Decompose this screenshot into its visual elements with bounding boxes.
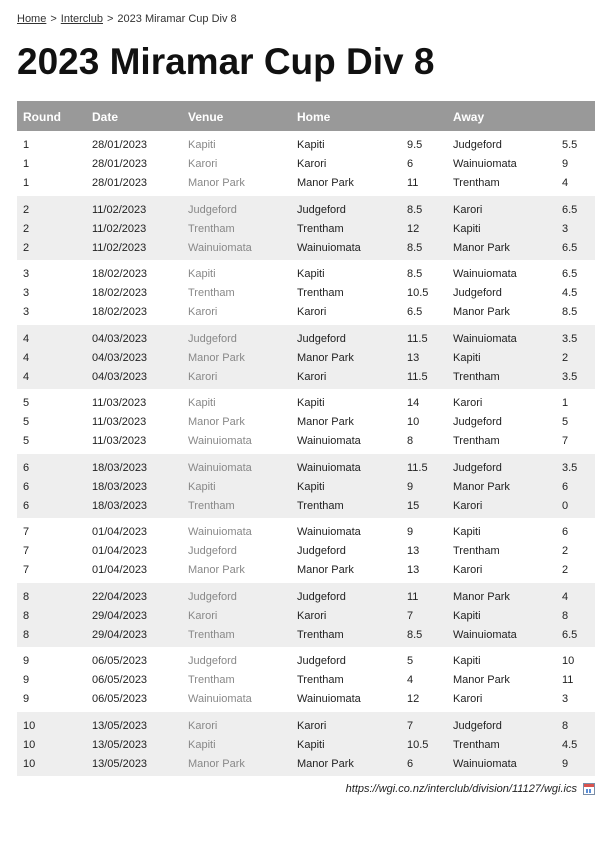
game-venue: Judgeford: [188, 203, 237, 216]
game-home-score: 8.5: [407, 628, 423, 641]
game-home-team: Wainuiomata: [297, 693, 361, 705]
game-date: 29/04/2023: [92, 609, 148, 622]
game-away-team: Kapiti: [453, 222, 481, 235]
game-away-score: 7: [562, 435, 569, 447]
table-row: [17, 368, 595, 387]
game-home-team: Wainuiomata: [297, 435, 361, 447]
game-venue: Kapiti: [188, 268, 216, 280]
breadcrumb-separator: >: [50, 13, 57, 25]
game-away-score: 6.5: [562, 203, 578, 216]
game-venue: Wainuiomata: [188, 693, 252, 705]
table-row: [17, 413, 595, 432]
game-away-team: Judgeford: [453, 719, 502, 732]
table-row: [17, 717, 595, 736]
round-group: [17, 518, 595, 583]
game-venue: Karori: [188, 609, 218, 622]
game-home-team: Manor Park: [297, 177, 354, 189]
game-away-score: 8.5: [562, 306, 578, 318]
game-venue: Kapiti: [188, 139, 216, 151]
header-away: Away: [453, 110, 485, 124]
game-home-score: 8.5: [407, 203, 423, 216]
game-venue: Trentham: [188, 222, 235, 235]
table-row: [17, 201, 595, 220]
round-group: [17, 712, 595, 777]
game-home-score: 4: [407, 674, 414, 686]
game-away-score: 5.5: [562, 139, 578, 151]
table-row: [17, 736, 595, 755]
game-away-score: 3.5: [562, 332, 578, 345]
game-venue: Karori: [188, 370, 218, 383]
game-date: 18/03/2023: [92, 499, 148, 512]
game-away-score: 4.5: [562, 738, 578, 751]
game-away-team: Manor Park: [453, 674, 510, 686]
game-date: 11/03/2023: [92, 397, 147, 409]
game-venue: Karori: [188, 306, 218, 318]
game-date: 13/05/2023: [92, 757, 148, 770]
game-venue: Kapiti: [188, 738, 216, 751]
game-home-score: 13: [407, 351, 420, 364]
game-home-score: 11: [407, 590, 419, 603]
game-home-score: 10.5: [407, 287, 429, 299]
game-home-score: 7: [407, 719, 414, 732]
breadcrumb-home-link[interactable]: Home: [17, 13, 47, 25]
game-venue: Judgeford: [188, 590, 237, 603]
game-away-score: 6.5: [562, 628, 578, 641]
game-home-team: Kapiti: [297, 738, 325, 751]
table-row: [17, 220, 595, 239]
game-home-score: 9.5: [407, 139, 423, 151]
game-away-score: 9: [562, 757, 569, 770]
game-away-team: Karori: [453, 499, 483, 512]
game-home-score: 13: [407, 564, 420, 576]
round-group: [17, 454, 595, 519]
game-away-score: 6: [562, 480, 569, 493]
game-date: 18/02/2023: [92, 268, 148, 280]
game-home-team: Karori: [297, 609, 327, 622]
game-round: 1: [23, 158, 30, 170]
game-round: 1: [23, 177, 30, 189]
game-date: 01/04/2023: [92, 526, 148, 538]
table-row: [17, 265, 595, 284]
game-date: 22/04/2023: [92, 590, 148, 603]
game-date: 18/03/2023: [92, 480, 148, 493]
game-venue: Judgeford: [188, 332, 237, 345]
game-home-team: Manor Park: [297, 757, 354, 770]
game-away-team: Judgeford: [453, 287, 502, 299]
game-date: 01/04/2023: [92, 545, 148, 557]
game-home-score: 5: [407, 655, 414, 667]
game-venue: Trentham: [188, 674, 235, 686]
game-date: 11/02/2023: [92, 222, 147, 235]
game-away-team: Trentham: [453, 177, 500, 189]
game-home-score: 6: [407, 158, 414, 170]
page-title: 2023 Miramar Cup Div 8: [17, 41, 435, 82]
game-date: 13/05/2023: [92, 738, 148, 751]
game-round: 3: [23, 306, 30, 318]
game-home-score: 11.5: [407, 332, 428, 345]
game-away-score: 8: [562, 719, 569, 732]
game-home-team: Karori: [297, 719, 327, 732]
game-away-score: 10: [562, 655, 575, 667]
round-group: [17, 647, 595, 712]
table-row: [17, 755, 595, 774]
game-venue: Judgeford: [188, 655, 237, 667]
game-away-team: Karori: [453, 397, 483, 409]
game-home-team: Trentham: [297, 628, 344, 641]
table-row: [17, 349, 595, 368]
breadcrumb-interclub-link[interactable]: Interclub: [60, 13, 103, 25]
game-venue: Wainuiomata: [188, 241, 252, 254]
game-venue: Manor Park: [188, 564, 245, 576]
game-home-team: Wainuiomata: [297, 526, 361, 538]
game-date: 01/04/2023: [92, 564, 148, 576]
table-row: [17, 588, 595, 607]
game-round: 6: [23, 499, 30, 512]
table-row: [17, 542, 595, 561]
game-home-score: 11.5: [407, 370, 428, 383]
table-row: [17, 155, 595, 174]
table-row: [17, 174, 595, 193]
game-venue: Judgeford: [188, 545, 237, 557]
game-home-team: Karori: [297, 306, 327, 318]
game-away-score: 6.5: [562, 241, 578, 254]
game-round: 7: [23, 564, 30, 576]
game-away-score: 3.5: [562, 461, 578, 474]
game-away-team: Kapiti: [453, 351, 481, 364]
game-away-score: 0: [562, 499, 569, 512]
game-away-score: 6.5: [562, 268, 578, 280]
game-round: 8: [23, 590, 30, 603]
game-round: 1: [23, 139, 30, 151]
game-away-team: Judgeford: [453, 139, 502, 151]
game-date: 11/02/2023: [92, 203, 147, 216]
game-home-team: Kapiti: [297, 397, 325, 409]
game-round: 3: [23, 268, 30, 280]
header-date: Date: [92, 110, 119, 124]
game-venue: Manor Park: [188, 177, 245, 189]
game-date: 18/03/2023: [92, 461, 148, 474]
game-date: 13/05/2023: [92, 719, 148, 732]
game-away-team: Judgeford: [453, 461, 502, 474]
game-away-score: 4.5: [562, 287, 578, 299]
game-away-team: Karori: [453, 564, 483, 576]
ics-url[interactable]: https://wgi.co.nz/interclub/division/11127/wgi.ics: [345, 783, 577, 795]
game-away-team: Manor Park: [453, 306, 510, 318]
game-home-score: 9: [407, 480, 414, 493]
game-venue: Manor Park: [188, 351, 245, 364]
game-away-score: 5: [562, 416, 569, 428]
game-home-team: Kapiti: [297, 480, 325, 493]
game-round: 5: [23, 435, 30, 447]
game-home-score: 11: [407, 177, 419, 189]
game-round: 7: [23, 545, 30, 557]
game-date: 28/01/2023: [92, 158, 148, 170]
game-home-team: Kapiti: [297, 268, 325, 280]
game-date: 11/02/2023: [92, 241, 147, 254]
game-venue: Trentham: [188, 499, 235, 512]
game-away-score: 4: [562, 177, 569, 189]
table-body: [17, 131, 595, 776]
game-date: 06/05/2023: [92, 674, 148, 686]
game-date: 28/01/2023: [92, 177, 148, 189]
game-venue: Manor Park: [188, 416, 245, 428]
game-venue: Karori: [188, 158, 218, 170]
table-row: [17, 561, 595, 580]
game-home-score: 7: [407, 609, 414, 622]
game-away-score: 1: [562, 397, 569, 409]
game-home-score: 8.5: [407, 268, 423, 280]
game-venue: Trentham: [188, 628, 235, 641]
game-round: 2: [23, 222, 30, 235]
game-away-team: Kapiti: [453, 526, 481, 538]
game-away-team: Kapiti: [453, 655, 481, 667]
round-group: [17, 583, 595, 648]
table-header: [17, 101, 595, 131]
game-away-team: Karori: [453, 693, 483, 705]
table-row: [17, 652, 595, 671]
game-away-score: 2: [562, 351, 569, 364]
game-round: 6: [23, 480, 30, 493]
game-round: 5: [23, 397, 30, 409]
game-away-team: Trentham: [453, 738, 500, 751]
game-round: 7: [23, 526, 30, 538]
game-home-score: 6: [407, 757, 414, 770]
game-away-team: Wainuiomata: [453, 332, 517, 345]
table-row: [17, 239, 595, 258]
game-home-score: 11.5: [407, 461, 428, 474]
round-group: [17, 131, 595, 196]
game-venue: Karori: [188, 719, 218, 732]
game-away-team: Wainuiomata: [453, 757, 517, 770]
breadcrumb-current: 2023 Miramar Cup Div 8: [117, 13, 237, 25]
game-home-team: Judgeford: [297, 332, 346, 345]
game-home-team: Karori: [297, 158, 327, 170]
game-venue: Wainuiomata: [188, 435, 252, 447]
game-home-team: Manor Park: [297, 351, 354, 364]
game-date: 06/05/2023: [92, 655, 148, 667]
game-round: 9: [23, 674, 30, 686]
game-home-team: Karori: [297, 370, 327, 383]
game-home-team: Manor Park: [297, 564, 354, 576]
calendar-icon[interactable]: [583, 783, 595, 795]
game-round: 6: [23, 461, 30, 474]
header-home: Home: [297, 110, 331, 124]
game-round: 8: [23, 628, 30, 641]
game-away-team: Wainuiomata: [453, 628, 517, 641]
round-group: [17, 325, 595, 390]
round-group: [17, 260, 595, 325]
game-date: 11/03/2023: [92, 435, 147, 447]
game-away-team: Manor Park: [453, 480, 510, 493]
game-home-team: Trentham: [297, 222, 344, 235]
game-home-score: 15: [407, 499, 420, 512]
game-venue: Trentham: [188, 287, 235, 299]
table-row: [17, 626, 595, 645]
table-row: [17, 478, 595, 497]
game-venue: Wainuiomata: [188, 526, 252, 538]
round-group: [17, 389, 595, 454]
table-row: [17, 303, 595, 322]
game-round: 10: [23, 757, 36, 770]
game-home-team: Wainuiomata: [297, 241, 361, 254]
game-date: 18/02/2023: [92, 287, 148, 299]
game-date: 11/03/2023: [92, 416, 147, 428]
game-home-score: 12: [407, 693, 420, 705]
game-home-team: Kapiti: [297, 139, 325, 151]
ics-footer: [346, 780, 595, 798]
game-home-team: Manor Park: [297, 416, 354, 428]
table-row: [17, 284, 595, 303]
game-away-team: Manor Park: [453, 590, 510, 603]
game-home-team: Trentham: [297, 287, 344, 299]
game-away-score: 9: [562, 158, 569, 170]
game-round: 4: [23, 332, 30, 345]
game-home-team: Judgeford: [297, 545, 346, 557]
game-home-score: 13: [407, 545, 420, 557]
table-row: [17, 690, 595, 709]
game-date: 04/03/2023: [92, 370, 148, 383]
game-venue: Kapiti: [188, 480, 216, 493]
game-round: 8: [23, 609, 30, 622]
game-away-team: Karori: [453, 203, 483, 216]
game-round: 10: [23, 719, 36, 732]
game-away-score: 8: [562, 609, 569, 622]
game-home-team: Judgeford: [297, 655, 346, 667]
game-home-team: Trentham: [297, 674, 344, 686]
game-round: 3: [23, 287, 30, 299]
game-home-score: 14: [407, 397, 420, 409]
game-away-score: 3: [562, 693, 569, 705]
game-round: 9: [23, 693, 30, 705]
round-group: [17, 196, 595, 261]
table-row: [17, 330, 595, 349]
game-away-score: 3.5: [562, 370, 578, 383]
game-home-score: 6.5: [407, 306, 423, 318]
game-away-team: Trentham: [453, 435, 500, 447]
game-away-score: 6: [562, 526, 569, 538]
game-home-team: Wainuiomata: [297, 461, 361, 474]
fixtures-table: [17, 101, 595, 776]
game-away-score: 3: [562, 222, 569, 235]
game-home-team: Judgeford: [297, 203, 346, 216]
game-round: 10: [23, 738, 36, 751]
game-away-team: Trentham: [453, 545, 500, 557]
game-date: 04/03/2023: [92, 332, 148, 345]
game-date: 29/04/2023: [92, 628, 148, 641]
game-home-score: 8: [407, 435, 414, 447]
game-round: 2: [23, 241, 30, 254]
game-away-team: Trentham: [453, 370, 500, 383]
game-home-team: Judgeford: [297, 590, 346, 603]
breadcrumb-separator: >: [106, 13, 114, 25]
game-home-team: Trentham: [297, 499, 344, 512]
table-row: [17, 432, 595, 451]
table-row: [17, 497, 595, 516]
game-away-team: Wainuiomata: [453, 268, 517, 280]
game-away-team: Wainuiomata: [453, 158, 517, 170]
game-date: 28/01/2023: [92, 139, 148, 151]
game-away-score: 11: [562, 674, 574, 686]
game-round: 4: [23, 351, 30, 364]
game-home-score: 12: [407, 222, 420, 235]
game-round: 5: [23, 416, 30, 428]
table-row: [17, 459, 595, 478]
header-round: Round: [23, 110, 61, 124]
game-date: 04/03/2023: [92, 351, 148, 364]
game-home-score: 9: [407, 526, 414, 538]
game-venue: Wainuiomata: [188, 461, 252, 474]
header-venue: Venue: [188, 110, 224, 124]
game-venue: Manor Park: [188, 757, 245, 770]
game-away-team: Judgeford: [453, 416, 502, 428]
game-date: 18/02/2023: [92, 306, 148, 318]
game-venue: Kapiti: [188, 397, 216, 409]
breadcrumb: [17, 12, 237, 26]
game-away-team: Kapiti: [453, 609, 481, 622]
game-round: 9: [23, 655, 30, 667]
table-row: [17, 523, 595, 542]
game-home-score: 10.5: [407, 738, 429, 751]
table-row: [17, 671, 595, 690]
game-home-score: 10: [407, 416, 420, 428]
game-away-score: 4: [562, 590, 569, 603]
game-round: 2: [23, 203, 30, 216]
table-row: [17, 136, 595, 155]
table-row: [17, 394, 595, 413]
table-row: [17, 607, 595, 626]
game-date: 06/05/2023: [92, 693, 148, 705]
game-away-score: 2: [562, 545, 569, 557]
game-away-score: 2: [562, 564, 569, 576]
game-round: 4: [23, 370, 30, 383]
game-away-team: Manor Park: [453, 241, 510, 254]
game-home-score: 8.5: [407, 241, 423, 254]
